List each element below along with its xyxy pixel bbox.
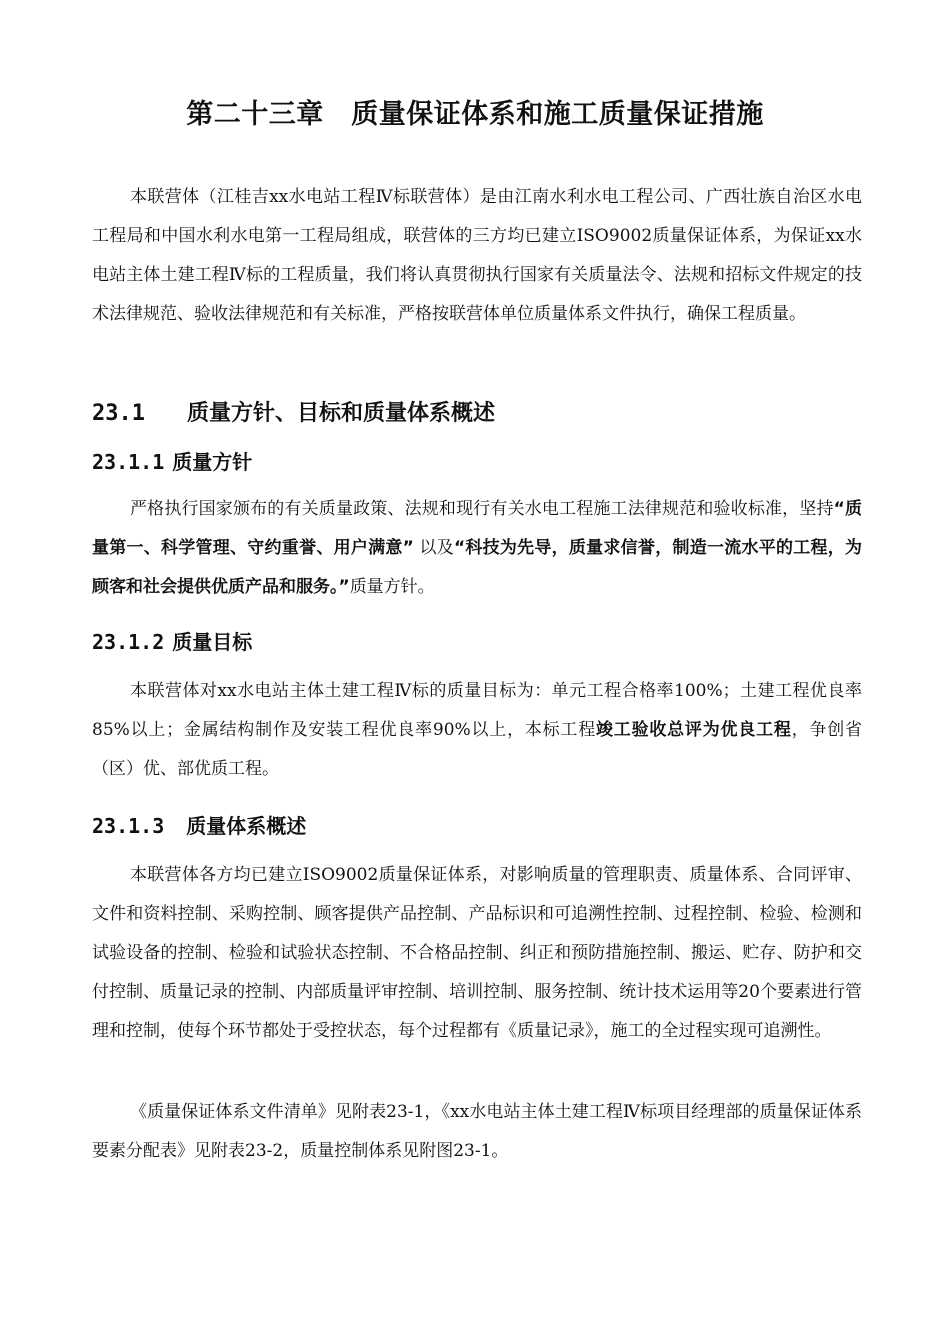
policy-slogan: “科技为先导，质量求信誉，制造一流水平的工程，为顾客和社会提供优质产品和服务。” xyxy=(92,538,862,597)
policy-motto: “质量第一、科学管理、守约重誉、用户满意” xyxy=(92,499,862,558)
section-number: 23.1.2 xyxy=(92,630,165,654)
goal-tail: ，争创省（区）优、部优质工程。 xyxy=(92,720,862,779)
section-title: 质量方针 xyxy=(172,450,253,474)
appendix-reference-paragraph: 《质量保证体系文件清单》见附表23-1，《xx水电站主体土建工程Ⅳ标项目经理部的质量保证体系要素分配表》见附表23-2，质量控制体系见附图23-1。 xyxy=(92,1102,862,1161)
policy-connector: 以及 xyxy=(413,538,454,558)
quality-policy-paragraph xyxy=(92,490,862,607)
section-heading-23-1-1 xyxy=(92,446,252,475)
goal-text: 本联营体对xx水电站主体土建工程Ⅳ标的质量目标为：单元工程合格率100%；土建工程优良率85%以上；金属结构制作及安装工程优良率90%以上，本标工程 xyxy=(92,681,862,740)
section-number: 23.1.3 xyxy=(92,814,165,838)
quality-system-paragraph: 本联营体各方均已建立ISO9002质量保证体系，对影响质量的管理职责、质量体系、合同评审、文件和资料控制、采购控制、顾客提供产品控制、产品标识和可追溯性控制、过程控制、检验、检测和试验设备的控制、检验和试验状态控制、不合格品控制、纠正和预防措施控制、搬运、贮存、防护和交付控制、质量记录的控制、内部质量评审控制、培训控制、服务控制、统计技术运用等20个要素进行管理和控制，使每个环节都处于受控状态，每个过程都有《质量记录》，施工的全过程实现可追溯性。 xyxy=(92,865,862,1041)
section-heading-23-1 xyxy=(92,396,495,427)
section-number: 23.1.1 xyxy=(92,450,165,474)
intro-paragraph: 本联营体（江桂吉xx水电站工程Ⅳ标联营体）是由江南水利水电工程公司、广西壮族自治区水电工程局和中国水利水电第一工程局组成，联营体的三方均已建立ISO9002质量保证体系，为保证xx水电站主体土建工程Ⅳ标的工程质量，我们将认真贯彻执行国家有关质量法令、法规和招标文件规定的技术法律规范、验收法律规范和有关标准，严格按联营体单位质量体系文件执行，确保工程质量。 xyxy=(92,187,862,324)
section-title: 质量目标 xyxy=(172,630,253,654)
section-title: 质量体系概述 xyxy=(186,814,307,838)
quality-goal-paragraph xyxy=(92,672,862,789)
section-number: 23.1 xyxy=(92,401,145,426)
goal-highlight: 竣工验收总评为优良工程 xyxy=(596,720,792,740)
section-title: 质量方针、目标和质量体系概述 xyxy=(186,401,495,426)
section-heading-23-1-2 xyxy=(92,626,252,655)
policy-text: 严格执行国家颁布的有关质量政策、法规和现行有关水电工程施工法律规范和验收标准，坚持 xyxy=(130,499,834,519)
section-heading-23-1-3 xyxy=(92,810,306,839)
policy-tail: 质量方针。 xyxy=(349,577,435,597)
chapter-title: 第二十三章 质量保证体系和施工质量保证措施 xyxy=(186,99,764,130)
